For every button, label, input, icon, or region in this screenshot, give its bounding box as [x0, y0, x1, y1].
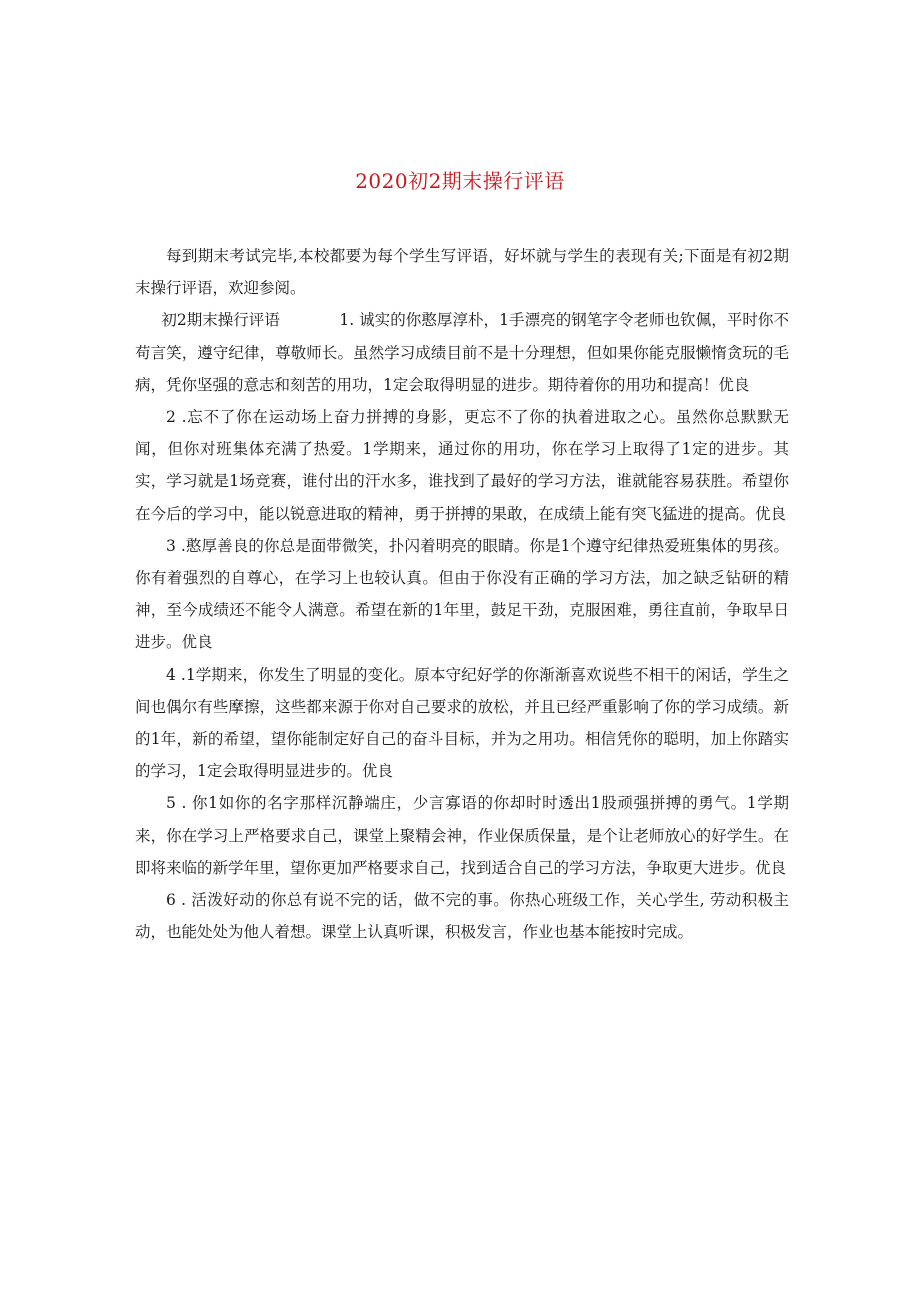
section-label: 初2期末操行评语 — [161, 311, 280, 330]
comment-text-1: 1. 诚实的你憨厚淳朴，1手漂亮的钢笔字令老师也钦佩，平时你不苟言笑，遵守纪律，尊敬师长。虽然学习成绩目前不是十分理想，但如果你能克服懒惰贪玩的毛病，凭你坚强的意志和刻苦的用功，1定会取得明显的进步。期待着你的用功和提高！优良 — [135, 311, 789, 394]
comment-paragraph-1 — [135, 304, 789, 401]
document-title: 2020初2期末操行评语 — [355, 169, 565, 193]
comment-paragraph-5: 5 . 你1如你的名字那样沉静端庄，少言寡语的你却时时透出1股顽强拼搏的勇气。1学期来，你在学习上严格要求自己，课堂上聚精会神，作业保质保量，是个让老师放心的好学生。在即将来临的新学年里，望你更加严格要求自己，找到适合自己的学习方法，争取更大进步。优良 — [135, 794, 789, 877]
document-body — [135, 240, 789, 948]
comment-paragraph-4: 4 .1学期来，你发生了明显的变化。原本守纪好学的你渐渐喜欢说些不相干的闲话，学生之间也偶尔有些摩擦，这些都来源于你对自己要求的放松，并且已经严重影响了你的学习成绩。新的1年，新的希望，望你能制定好自己的奋斗目标，并为之用功。相信凭你的聪明，加上你踏实的学习，1定会取得明显进步的。优良 — [135, 665, 789, 781]
comment-paragraph-6: 6 . 活泼好动的你总有说不完的话，做不完的事。你热心班级工作，关心学生, 劳动积极主动，也能处处为他人着想。课堂上认真听课，积极发言，作业也基本能按时完成。 — [135, 891, 789, 942]
comment-paragraph-3: 3 .憨厚善良的你总是面带微笑，扑闪着明亮的眼睛。你是1个遵守纪律热爱班集体的男孩。你有着强烈的自尊心，在学习上也较认真。但由于你没有正确的学习方法，加之缺乏钻研的精神，至今成绩还不能令人满意。希望在新的1年里，鼓足干劲，克服困难，勇往直前，争取早日进步。优良 — [135, 536, 789, 652]
intro-paragraph: 每到期末考试完毕,本校都要为每个学生写评语，好坏就与学生的表现有关;下面是有初2期末操行评语，欢迎参阅。 — [135, 247, 789, 298]
comment-paragraph-2: 2 .忘不了你在运动场上奋力拼搏的身影，更忘不了你的执着进取之心。虽然你总默默无闻，但你对班集体充满了热爱。1学期来，通过你的用功，你在学习上取得了1定的进步。其实，学习就是1场竞赛，谁付出的汗水多，谁找到了最好的学习方法，谁就能容易获胜。希望你在今后的学习中，能以锐意进取的精神，勇于拼搏的果敢，在成绩上能有突飞猛进的提高。优良 — [135, 408, 789, 523]
